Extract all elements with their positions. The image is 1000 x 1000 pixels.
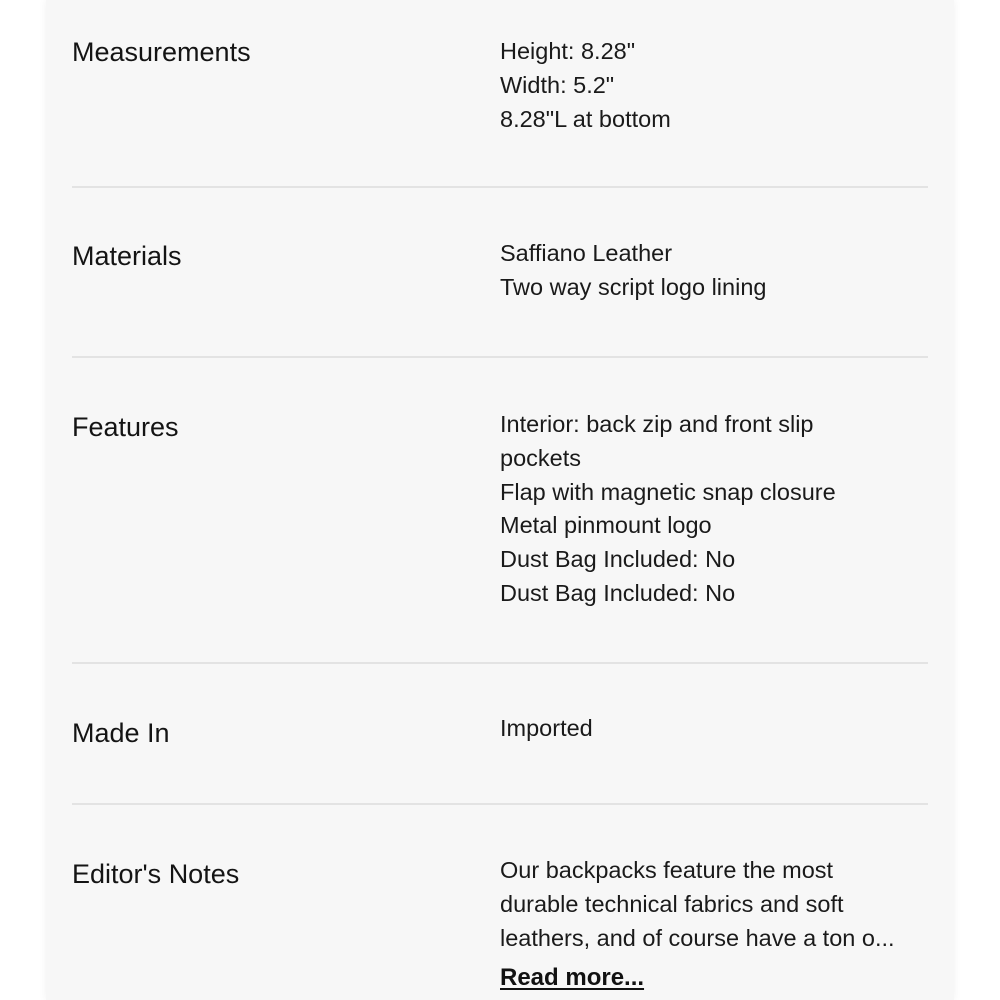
section-divider	[72, 662, 928, 664]
editors-note-line: leathers, and of course have a ton o...	[500, 924, 895, 951]
row-values-materials	[500, 237, 930, 305]
made-in-value: Imported	[500, 715, 593, 741]
feature-line: pockets	[500, 444, 581, 471]
row-values-made-in	[500, 712, 930, 746]
row-label-measurements: Measurements	[72, 37, 251, 67]
feature-line: Metal pinmount logo	[500, 512, 712, 539]
measurement-height: Height: 8.28"	[500, 38, 636, 64]
row-label-materials: Materials	[72, 241, 182, 271]
editors-note-line: Our backpacks feature the most	[500, 857, 834, 883]
material-line: Two way script logo lining	[500, 273, 767, 300]
row-label-made-in: Made In	[72, 718, 170, 748]
section-divider	[72, 186, 928, 188]
row-values-features	[500, 408, 930, 611]
read-more-link[interactable]: Read more...	[500, 964, 645, 992]
measurement-bottom-length: 8.28"L at bottom	[500, 105, 671, 132]
row-values-measurements	[500, 35, 930, 136]
feature-line: Dust Bag Included: No	[500, 546, 736, 573]
row-label-features: Features	[72, 412, 179, 442]
measurement-width: Width: 5.2"	[500, 71, 615, 98]
section-divider	[72, 356, 928, 358]
row-label-editors-notes: Editor's Notes	[72, 859, 240, 889]
feature-line: Flap with magnetic snap closure	[500, 478, 836, 505]
editors-note-line: durable technical fabrics and soft	[500, 890, 844, 917]
section-divider	[72, 803, 928, 805]
row-values-editors-notes	[500, 854, 930, 995]
feature-line: Interior: back zip and front slip	[500, 411, 814, 437]
feature-line: Dust Bag Included: No	[500, 579, 736, 606]
material-line: Saffiano Leather	[500, 240, 673, 266]
